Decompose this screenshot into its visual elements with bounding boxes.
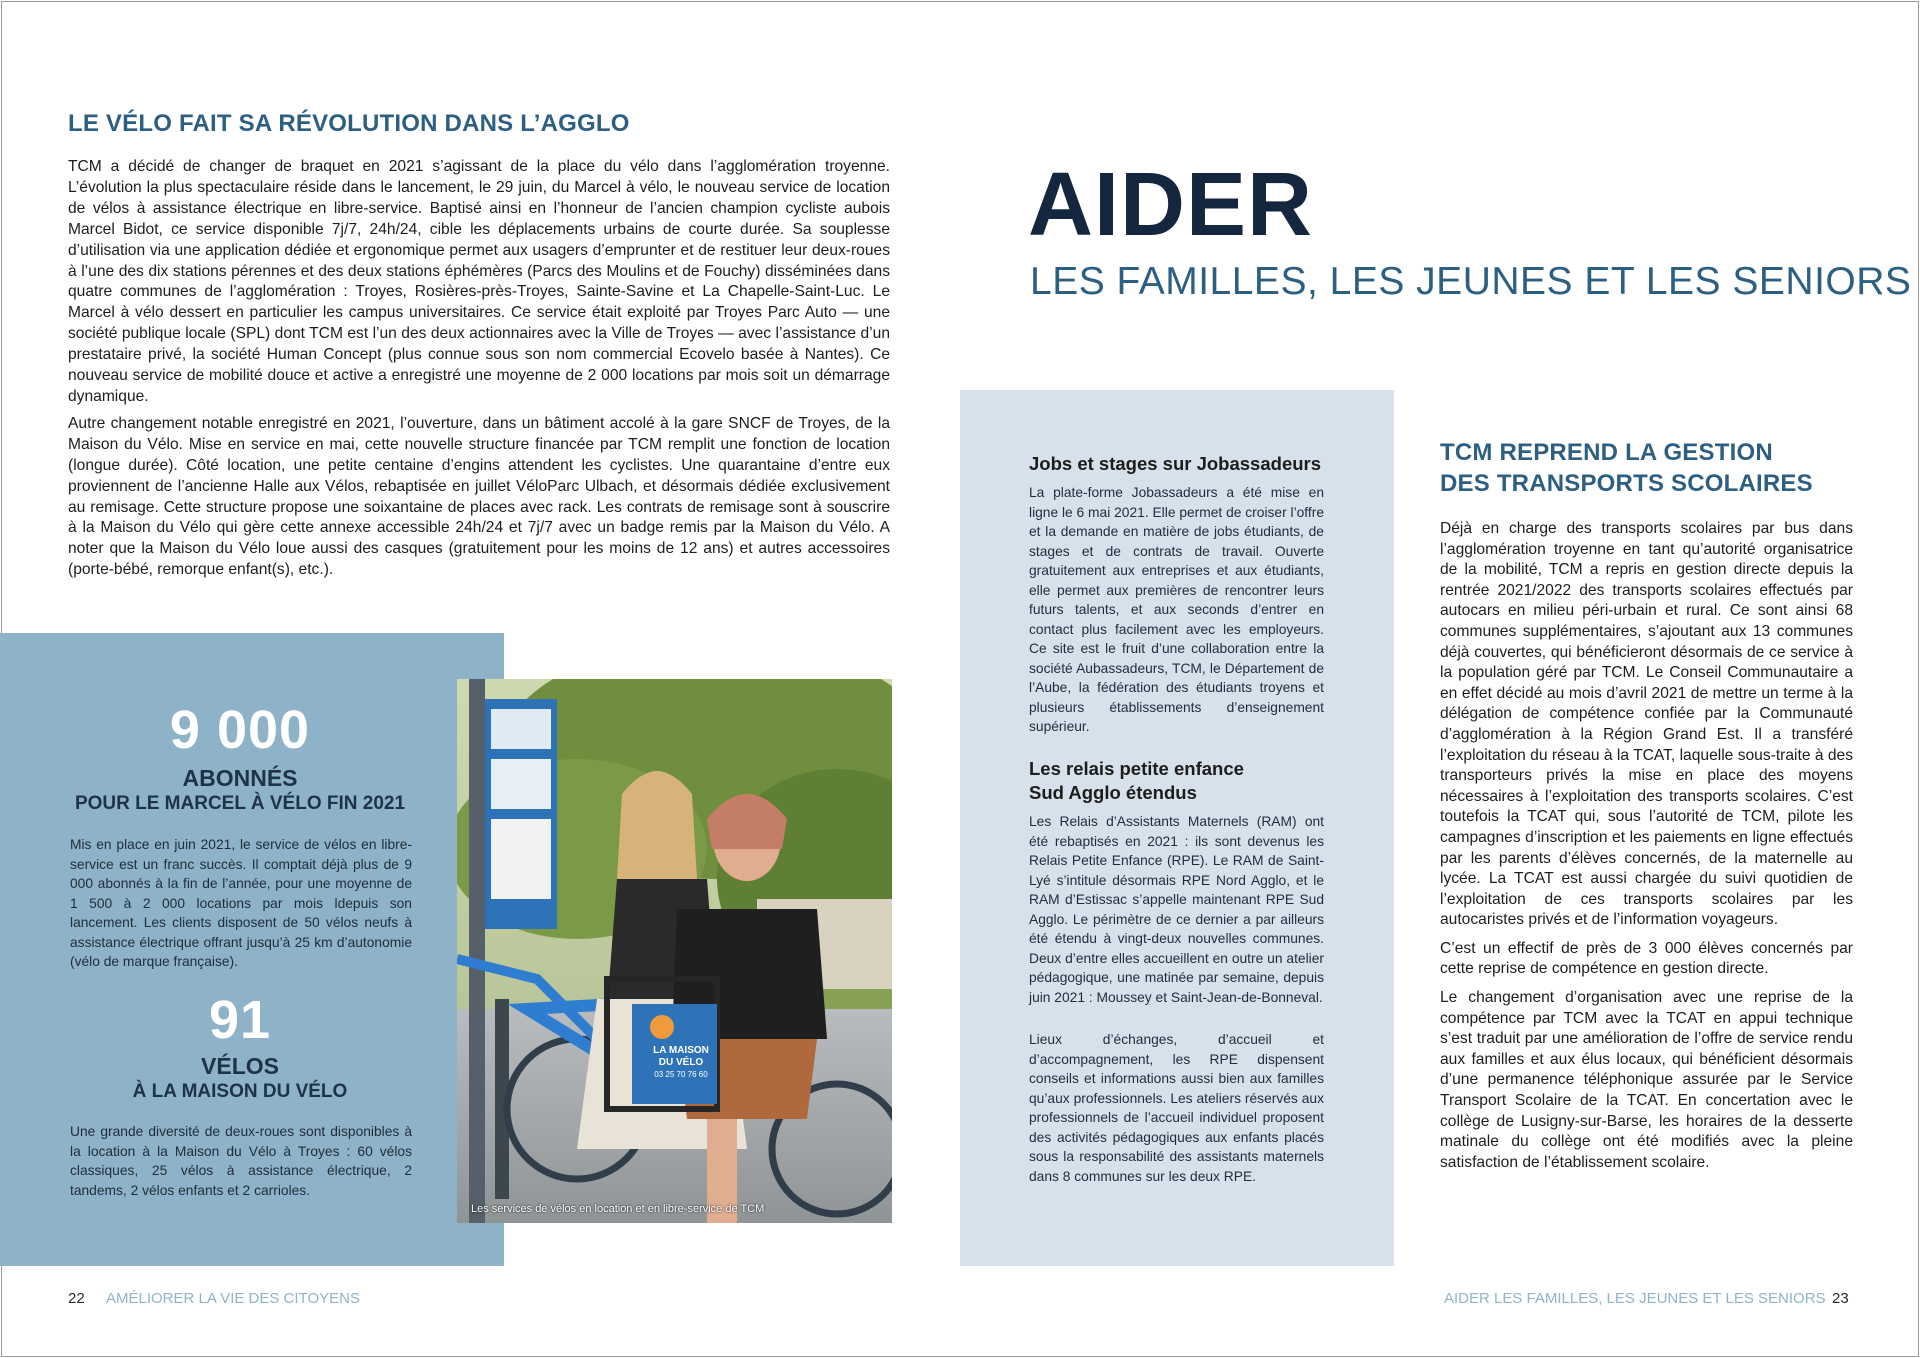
stat-label-subscribers <box>0 765 480 816</box>
basket-sign <box>635 1045 727 1081</box>
box-heading-relais-line2: Sud Agglo étendus <box>1029 782 1197 803</box>
box-text-relais-1: Les Relais d’Assistants Maternels (RAM) ont été rebaptisés en 2021 : ils sont devenus les Relais Petite Enfance (RPE). Le RAM de Saint-Lyé s’intitule désormais RPE Nord Agglo, et le RAM d’Estissac s’appelle maintenant RPE Sud Agglo. Le périmètre de ce dernier a par ailleurs été étendu à vingt-deux nouvelles communes. Deux d’entre elles accueillent en outre un atelier pédagogique, une matinée par semaine, depuis juin 2021 : Moussey et Saint-Jean-de-Bonneval. <box>1029 814 1324 1005</box>
stat-text-subscribers: Mis en place en juin 2021, le service de vélos en libre-service est un franc succès. Il comptait déjà plus de 9 000 abonnés à la fin de l’année, pour une moyenne de 1 500 à 2 000 locations par mois ldepuis son lancement. Les clients disposent de 50 vélos neufs à assistance électrique offrant jusqu’à 25 km d’autonomie (vélo de marque française). <box>70 837 412 969</box>
photo-caption: Les services de vélos en location et en libre-service de TCM <box>471 1203 765 1215</box>
running-title-left: AMÉLIORER LA VIE DES CITOYENS <box>106 1290 360 1307</box>
basket-sign-phone: 03 25 70 76 60 <box>654 1070 708 1079</box>
article-paragraph: Déjà en charge des transports scolaires par bus dans l’agglomération troyenne en tant qu’autorité organisatrice de la mobilité, TCM a repris en gestion directe depuis la rentrée 2021/2022 des transports scolaires effectués par autocars en milieu péri-urbain et rural. Ce sont ainsi 68 communes supplémentaires, s’ajoutant aux 13 communes déjà couvertes, qui bénéficieront désormais de ce service à la population géré par TCM. Le Conseil Communautaire a en effet décidé au mois d’avril 2021 de mettre un terme à la délégation de compétence confiée par la Communauté d’agglomération à la Région Grand Est. Il a transféré l’exploitation du réseau à la TCAT, laquelle sous-traite à des transporteurs privés la mise en place des moyens nécessaires à l’exploitation des transports scolaires. C’est toutefois la TCAT qui, sous l’autorité de TCM, pilote les campagnes d’inscription et les paiements en ligne effectués par les parents d’élèves concernés, de la maternelle au lycée. La TCAT est aussi chargée du suivi quotidien de l’exploitation de ces transports scolaires par les autocaristes privés et de l’information voyageurs. <box>1440 520 1853 929</box>
box-heading-jobassadeurs: Jobs et stages sur Jobassadeurs <box>1029 453 1322 474</box>
tcm-title-line2: DES TRANSPORTS SCOLAIRES <box>1440 470 1813 497</box>
stat-label-line1: ABONNÉS <box>182 765 298 791</box>
velo-article-body <box>68 157 890 587</box>
page-subtitle: LES FAMILLES, LES JEUNES ET LES SENIORS <box>1030 260 1912 303</box>
transports-article-body <box>1440 519 1853 1179</box>
article-paragraph: Le changement d’organisation avec une reprise de la compétence par TCM avec la TCAT en appui technique s’est traduit par une amélioration de l’offre de service rendu aux familles et aux élus locaux, qui bénéficient désormais d’une permanence téléphonique assurée par le Service Transport Scolaire de la TCAT. En concertation avec le collège de Lusigny-sur-Barse, les horaires de la desserte matinale du collège ont été modifiés avec la pleine satisfaction de l’établissement scolaire. <box>1440 989 1853 1171</box>
tcm-title-line1: TCM REPREND LA GESTION <box>1440 439 1773 466</box>
stat-label-line2: POUR LE MARCEL À VÉLO FIN 2021 <box>74 793 406 814</box>
page-number-right: 23 <box>1832 1290 1849 1307</box>
box-heading-relais <box>1029 757 1339 805</box>
stat-label-line1: VÉLOS <box>201 1053 279 1079</box>
article-paragraph: TCM a décidé de changer de braquet en 2021 s’agissant de la place du vélo dans l’agglomération troyenne. L’évolution la plus spectaculaire réside dans le lancement, le 29 juin, du Marcel à vélo, le nouveau service de location de vélos à assistance électrique en libre-service. Baptisé ainsi en l’honneur de l’ancien champion cycliste aubois Marcel Bidot, ce service disponible 7j/7, 24h/24, cible les déplacements urbains de courte durée. Sa souplesse d’utilisation via une application dédiée et ergonomique permet aux usagers d’emprunter et de restituer leur deux-roues à l’une des dix stations pérennes et des deux stations éphémères (Parcs des Moulins et de Fouchy) disséminées dans quatre communes de l’agglomération : Troyes, Rosières-près-Troyes, Sainte-Savine et La Chapelle-Saint-Luc. Le Marcel à vélo dessert en particulier les campus universitaires. Ce service était exploité par Troyes Parc Auto — une société publique locale (SPL) dont TCM est l’un des deux actionnaires avec la Ville de Troyes — avec l’assistance d’un prestataire privé, la société Human Concept (plus connue sous son nom commercial Ecovelo basée à Nantes). Ce nouveau service de mobilité douce et active a enregistré une moyenne de 2 000 locations par mois soit un démarrage dynamique. <box>68 158 890 405</box>
page-title: AIDER <box>1028 155 1314 255</box>
box-text-relais-2: Lieux d’échanges, d’accueil et d’accompagnement, les RPE dispensent conseils et informations aussi bien aux familles qu’aux professionnels. Les ateliers réservés aux professionnels de l’accueil individuel proposent des activités pédagogiques aux enfants placés sous la responsabilité des assistants maternels dans 8 communes sur les deux RPE. <box>1029 1032 1324 1184</box>
basket-sign-line1: LA MAISON <box>653 1045 709 1056</box>
box-text-jobassadeurs: La plate-forme Jobassadeurs a été mise en ligne le 6 mai 2021. Elle permet de croiser l’offre et la demande en matière de jobs étudiants, de stages et de contrats de travail. Ouverte gratuitement aux entreprises et aux étudiants, elle permet aux premières de rencontrer leurs futurs talents, et aux seconds d’entrer en contact plus facilement avec les employeurs. Ce site est le fruit d’une collaboration entre la société Aubassadeurs, TCM, le Département de l’Aube, la fédération des étudiants troyens et plusieurs établissements d’enseignement supérieur. <box>1029 485 1324 734</box>
stats-panel <box>0 633 504 1266</box>
article-paragraph: Autre changement notable enregistré en 2021, l’ouverture, dans un bâtiment accolé à la gare SNCF de Troyes, de la Maison du Vélo. Mise en service en mai, cette nouvelle structure financée par TCM remplit une fonction de location (longue durée). Côté location, une petite centaine d’engins attendent les cyclistes. Une quarantaine d’entre eux proviennent de l’ancienne Halle aux Vélos, rebaptisée en juillet VéloParc Ulbach, et désormais dédiée exclusivement au remisage. Cette structure propose une soixantaine de places avec rack. Les contrats de remisage sont à souscrire à la Maison du Vélo qui gère cette annexe accessible 24h/24 et 7j/7 avec un badge remis par la Maison du Vélo. A noter que la Maison du Vélo loue aussi des casques (gratuitement pour les moins de 12 ans) et autres accessoires (porte-bébé, remorque enfant(s), etc.). <box>68 414 890 579</box>
article-paragraph: C’est un effectif de près de 3 000 élèves concernés par cette reprise de compétence en gestion directe. <box>1440 939 1853 978</box>
info-box <box>960 390 1394 1266</box>
stat-number-subscribers: 9 000 <box>169 700 311 760</box>
stat-text-bikes: Une grande diversité de deux-roues sont disponibles à la location à la Maison du Vélo à Troyes : 60 vélos classiques, 25 vélos à assistance électrique, 2 tandems, 2 vélos enfants et 2 carrioles. <box>70 1124 412 1198</box>
section-title-transports <box>1440 437 1860 499</box>
bike-service-photo <box>457 679 892 1223</box>
photo-illustration <box>457 679 892 1223</box>
running-title-right: AIDER LES FAMILLES, LES JEUNES ET LES SENIORS <box>1444 1290 1826 1307</box>
stat-number-bikes: 91 <box>208 990 272 1050</box>
page-number-left: 22 <box>68 1290 85 1307</box>
basket-sign-line2: DU VÉLO <box>658 1057 704 1068</box>
section-title-velo: LE VÉLO FAIT SA RÉVOLUTION DANS L’AGGLO <box>68 110 630 137</box>
stat-label-line2: À LA MAISON DU VÉLO <box>132 1081 348 1102</box>
box-heading-relais-line1: Les relais petite enfance <box>1029 758 1244 779</box>
stat-label-bikes <box>0 1053 480 1104</box>
